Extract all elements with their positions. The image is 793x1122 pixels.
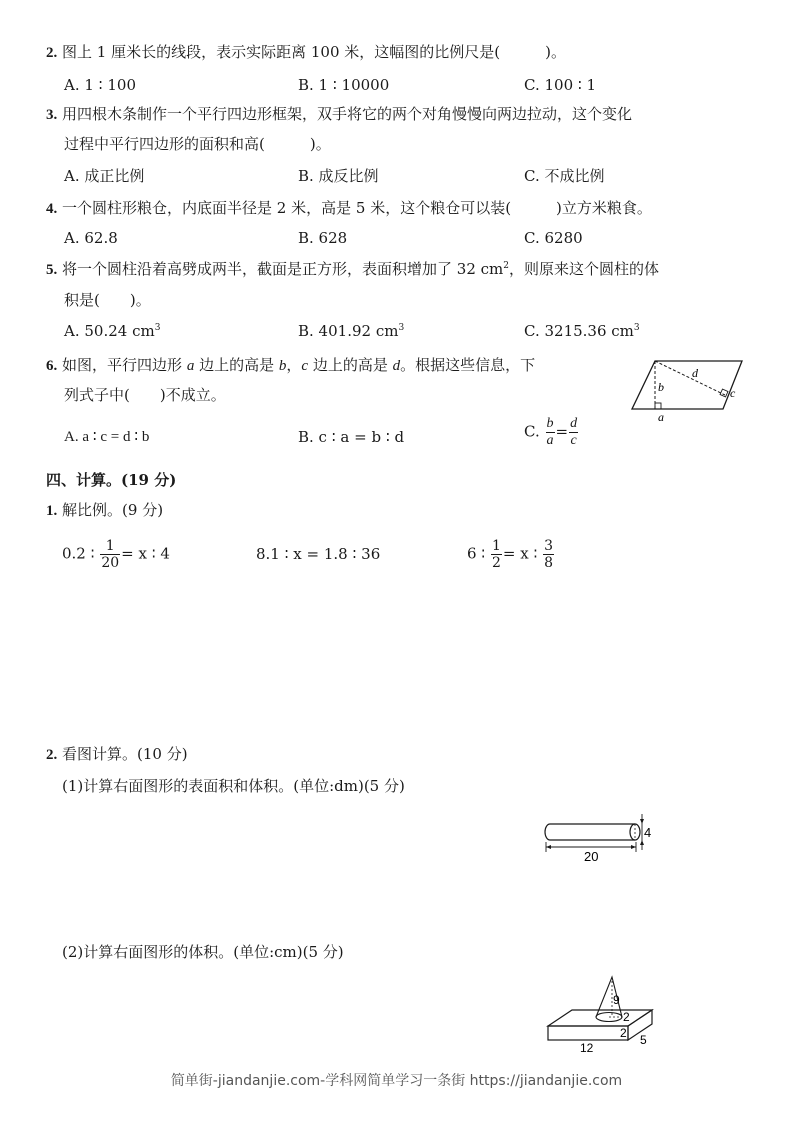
numerator: d [570, 416, 578, 431]
numerator: b [546, 416, 554, 431]
denominator: 8 [544, 555, 554, 571]
section-heading: 四、计算。(19 分) [46, 471, 177, 489]
question-text-cont: ，则原来这个圆柱的体 [509, 260, 660, 278]
question-2 [46, 42, 566, 63]
question-text: 用四根木条制作一个平行四边形框架，双手将它的两个对角慢慢向两边拉动，这个变化 [62, 105, 633, 123]
fraction [546, 416, 555, 449]
option-c: C. 100 ∶ 1 [524, 76, 597, 94]
fraction [100, 538, 120, 571]
question-text: 。根据这些信息，下 [400, 356, 536, 374]
subproblem-1: (1)计算右面图形的表面积和体积。(单位:dm)(5 分) [62, 777, 405, 795]
equation-part: = x ∶ 4 [121, 544, 170, 563]
parallelogram-shape [632, 361, 742, 409]
label-box-width: 5 [640, 1033, 647, 1047]
right-angle-mark [655, 403, 661, 409]
cylinder-left-end [545, 824, 550, 840]
height-d-line [655, 361, 725, 395]
option-c [524, 321, 640, 341]
question-6 [46, 355, 535, 376]
option-label: C. [524, 422, 540, 441]
question-number: 3. [46, 107, 58, 123]
question-number: 4. [46, 201, 58, 217]
equals: = [555, 422, 569, 441]
option-label: B. 401.92 cm [298, 322, 399, 340]
arrow-icon [546, 845, 551, 849]
problem-number: 1. [46, 503, 58, 519]
cylinder-figure [540, 810, 660, 865]
equation-part: = x ∶ [502, 544, 538, 563]
option-b: B. c ∶ a = b ∶ d [298, 428, 405, 446]
label-a: a [658, 410, 664, 424]
question-number: 6. [46, 358, 58, 374]
denominator: 2 [492, 555, 501, 571]
problem-2-title [46, 744, 188, 765]
variable-a: a [186, 358, 195, 374]
option-b: B. 628 [298, 229, 348, 247]
label-length: 20 [584, 849, 599, 864]
option-a: A. 1 ∶ 100 [64, 76, 136, 94]
fraction [491, 538, 502, 571]
superscript: 3 [398, 323, 405, 333]
denominator: c [570, 433, 577, 448]
cone-box-figure [540, 970, 670, 1068]
problem-number: 2. [46, 747, 58, 763]
label-cone-radius: 2 [623, 1010, 630, 1024]
equation-3 [467, 538, 555, 571]
label-cone-height: 9 [613, 993, 620, 1007]
label-diameter: 4 [644, 825, 652, 840]
box-front [548, 1026, 628, 1040]
denominator: 20 [101, 555, 120, 571]
fraction [543, 538, 554, 571]
option-label: C. 3215.36 cm [524, 322, 634, 340]
question-5 [46, 259, 659, 280]
option-a: A. 62.8 [64, 229, 118, 247]
label-b: b [658, 380, 664, 394]
question-text: 将一个圆柱沿着高劈成两半，截面是正方形，表面积增加了 32 cm [62, 260, 504, 278]
variable-c: c [301, 358, 309, 374]
footer-watermark: 简单街-jiandanjie.com-学科网简单学习一条街 https://jiandanjie.com [170, 1073, 623, 1089]
option-label: A. 50.24 cm [64, 322, 155, 340]
cylinder-body [550, 824, 635, 840]
variable-d: d [392, 358, 401, 374]
label-c: c [730, 386, 736, 400]
label-d: d [692, 366, 698, 380]
equation-1 [62, 538, 170, 571]
option-b [298, 321, 404, 341]
superscript: 3 [154, 323, 161, 333]
arrow-icon [640, 819, 644, 824]
option-a: A. 成正比例 [64, 167, 145, 185]
option-c: C. 不成比例 [524, 167, 605, 185]
option-b: B. 成反比例 [298, 167, 379, 185]
option-c: C. 6280 [524, 229, 583, 247]
numerator: 3 [544, 538, 554, 554]
numerator: 1 [100, 538, 120, 555]
question-6-line2: 列式子中( )不成立。 [64, 386, 226, 404]
equation-2: 8.1 ∶ x = 1.8 ∶ 36 [256, 545, 381, 563]
numerator: 1 [492, 538, 501, 554]
variable-b: b [278, 358, 287, 374]
question-text: 图上 1 厘米长的线段，表示实际距离 100 米，这幅图的比例尺是( )。 [62, 43, 566, 61]
option-c [524, 416, 579, 449]
label-box-length: 12 [580, 1041, 594, 1055]
parallelogram-figure [628, 355, 748, 425]
question-number: 5. [46, 262, 58, 278]
fraction [569, 416, 578, 449]
question-number: 2. [46, 45, 58, 61]
question-3 [46, 104, 632, 125]
question-text: 边上的高是 [194, 356, 279, 374]
denominator: a [546, 433, 554, 448]
question-5-line2: 积是( )。 [64, 291, 151, 309]
equation-part: 0.2 ∶ [62, 544, 95, 563]
question-text: 如图，平行四边形 [62, 356, 187, 374]
problem-1-title [46, 500, 163, 521]
option-b: B. 1 ∶ 10000 [298, 76, 390, 94]
question-text: 一个圆柱形粮仓，内底面半径是 2 米，高是 5 米，这个粮仓可以装( )立方米粮食。 [62, 199, 652, 217]
right-angle-mark [720, 389, 728, 397]
superscript: 3 [633, 323, 640, 333]
question-text: 边上的高是 [308, 356, 393, 374]
arrow-icon [631, 845, 636, 849]
option-a [64, 321, 160, 341]
question-4 [46, 198, 652, 219]
option-a: A. a ∶ c = d ∶ b [64, 429, 150, 445]
problem-title: 解比例。(9 分) [62, 501, 164, 519]
problem-title: 看图计算。(10 分) [62, 745, 188, 763]
question-3-line2: 过程中平行四边形的面积和高( )。 [64, 135, 331, 153]
question-text: ， [286, 356, 302, 374]
subproblem-2: (2)计算右面图形的体积。(单位:cm)(5 分) [62, 943, 344, 961]
label-box-height: 2 [620, 1026, 627, 1040]
equation-part: 6 ∶ [467, 544, 486, 563]
arrow-icon [640, 840, 644, 845]
superscript: 2 [503, 261, 510, 271]
